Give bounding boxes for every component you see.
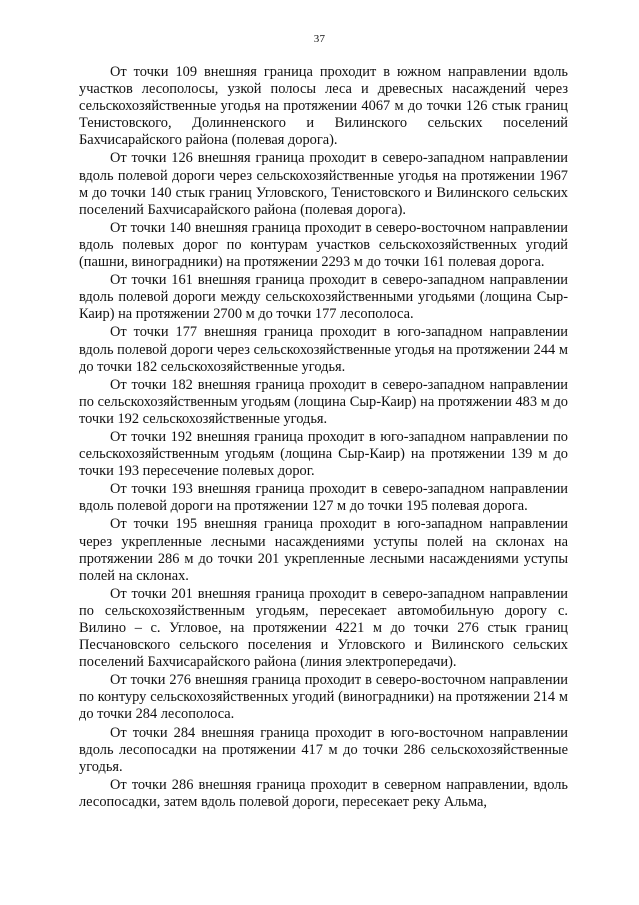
paragraph-point-192: От точки 192 внешняя граница проходит в юго-западном направлении по сельскохозяйственным угодьям (лощина Сыр-Каир) на протяжении 139 м до точки 193 пересечение полевых дорог. (79, 428, 568, 480)
page-number: 37 (313, 33, 326, 45)
paragraph-point-177: От точки 177 внешняя граница проходит в юго-западном направлении вдоль полевой дороги через сельскохозяйственные угодья на протяжении 244 м до точки 182 сельскохозяйственные угодья. (79, 324, 568, 375)
paragraph-point-126: От точки 126 внешняя граница проходит в северо-западном направлении вдоль полевой дороги через сельскохозяйственные угодья на протяжении 1967 м до точки 140 стык границ Угловского, Тенистовского и Вилинского сельских поселений Бахчисарайского района (полевая дорога). (79, 150, 568, 218)
paragraph-point-182: От точки 182 внешняя граница проходит в северо-западном направлении по сельскохозяйственным угодьям (лощина Сыр-Каир) на протяжении 483 м до точки 192 сельскохозяйственные угодья. (79, 376, 568, 427)
paragraph-point-276: От точки 276 внешняя граница проходит в северо-восточном направлении по контуру сельскохозяйственных угодий (виноградники) на протяжении 214 м до точки 284 лесополоса. (79, 672, 568, 723)
paragraph-point-201: От точки 201 внешняя граница проходит в северо-западном направлении по сельскохозяйственным угодьям, пересекает автомобильную дорогу с. Вилино – с. Угловое, на протяжении 4221 м до точки 276 стык границ Песчановского сельского поселения и Угловского и Вилинского сельских поселений Бахчисарайского района (линия электропередачи). (79, 585, 568, 671)
paragraph-point-109: От точки 109 внешняя граница проходит в южном направлении вдоль участков лесополосы, узкой полосы леса и древесных насаждений через сельскохозяйственные угодья на протяжении 4067 м до точки 126 стык границ Тенистовского, Долинненского и Вилинского сельских поселений Бахчисарайского района (полевая дорога). (79, 64, 568, 149)
paragraph-point-140: От точки 140 внешняя граница проходит в северо-восточном направлении вдоль полевых дорог по контурам участков сельскохозяйственных угодий (пашни, виноградники) на протяжении 2293 м до точки 161 полевая дорога. (79, 219, 568, 271)
body-text (79, 64, 568, 811)
paragraph-point-286: От точки 286 внешняя граница проходит в северном направлении, вдоль лесопосадки, затем вдоль полевой дороги, пересекает реку Альма, (79, 776, 568, 810)
paragraph-point-195: От точки 195 внешняя граница проходит в юго-западном направлении через укрепленные лесными насаждениями уступы полей на склонах на протяжении 286 м до точки 201 укрепленные лесными насаждениями уступы полей на склонах. (79, 516, 568, 584)
paragraph-point-193: От точки 193 внешняя граница проходит в северо-западном направлении вдоль полевой дороги на протяжении 127 м до точки 195 полевая дорога. (79, 481, 568, 515)
paragraph-point-161: От точки 161 внешняя граница проходит в северо-западном направлении вдоль полевой дороги между сельскохозяйственными угодьями (лощина Сыр-Каир) на протяжении 2700 м до точки 177 лесополоса. (79, 272, 568, 323)
paragraph-point-284: От точки 284 внешняя граница проходит в юго-восточном направлении вдоль лесопосадки на протяжении 417 м до точки 286 сельскохозяйственные угодья. (79, 724, 568, 775)
